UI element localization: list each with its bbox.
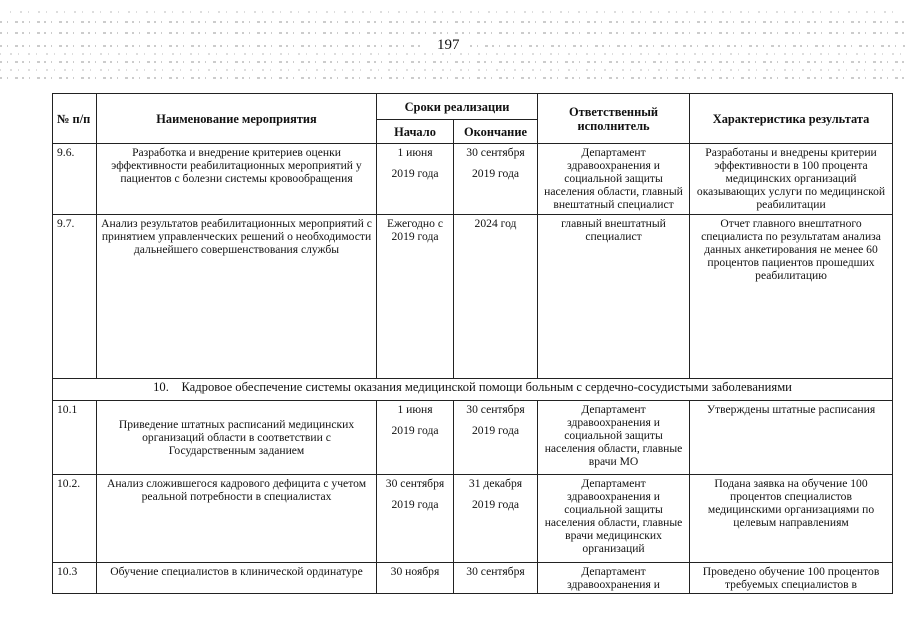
row-result: Отчет главного внештатного специалиста по результатам анализа данных анкетирования не менее 60 процентов пациентов прошедших реабилитацию — [690, 215, 893, 379]
row-responsible: Департамент здравоохранения и социальной защиты населения области, главный внештатный специалист — [538, 144, 690, 215]
row-number: 10.1 — [53, 401, 97, 475]
table-row — [53, 475, 893, 563]
start-year: 2019 года — [391, 167, 439, 180]
row-number: 9.6. — [53, 144, 97, 215]
row-result: Проведено обучение 100 процентов требуемых специалистов в — [690, 563, 893, 594]
header-number: № п/п — [53, 94, 97, 144]
end-year: 2019 года — [471, 167, 520, 180]
header-responsible: Ответственный исполнитель — [538, 94, 690, 144]
table-row — [53, 401, 893, 475]
start-day: 1 июня — [397, 403, 433, 416]
row-start — [377, 475, 454, 563]
section-title: Кадровое обеспечение системы оказания медицинской помощи больным с сердечно-сосудистыми заболеваниями — [181, 380, 792, 394]
row-end: 30 сентября — [454, 563, 538, 594]
row-result: Подана заявка на обучение 100 процентов специалистов медицинскими организациями по целевым направлениям — [690, 475, 893, 563]
row-activity: Приведение штатных расписаний медицинских организаций области в соответствии с Государственным заданием — [97, 401, 377, 475]
row-end — [454, 475, 538, 563]
section-heading-row — [53, 379, 893, 401]
header-result: Характеристика результата — [690, 94, 893, 144]
header-start: Начало — [377, 120, 454, 144]
page-number: 197 — [437, 37, 460, 53]
row-responsible: главный внештатный специалист — [538, 215, 690, 379]
start-year: 2019 года — [391, 424, 439, 437]
row-end — [454, 401, 538, 475]
row-result: Утверждены штатные расписания — [690, 401, 893, 475]
row-activity: Обучение специалистов в клинической ординатуре — [97, 563, 377, 594]
table-row — [53, 144, 893, 215]
section-number: 10. — [153, 380, 169, 394]
row-number: 9.7. — [53, 215, 97, 379]
start-day: 30 сентября — [385, 477, 445, 490]
header-period: Сроки реализации — [377, 94, 538, 120]
row-end — [454, 144, 538, 215]
row-responsible: Департамент здравоохранения и социальной защиты населения области, главные врачи МО — [538, 401, 690, 475]
row-activity: Анализ результатов реабилитационных мероприятий с принятием управленческих решений о необходимости дальнейшего совершенствования службы — [97, 215, 377, 379]
table-row — [53, 563, 893, 594]
row-activity: Разработка и внедрение критериев оценки эффективности реабилитационных мероприятий у пациентов с болезни системы кровообращения — [97, 144, 377, 215]
row-result: Разработаны и внедрены критерии эффективности в 100 процента медицинских организаций оказывающих услуги по медицинской реабилитации — [690, 144, 893, 215]
row-start — [377, 401, 454, 475]
row-responsible: Департамент здравоохранения и — [538, 563, 690, 594]
table-row — [53, 215, 893, 379]
header-activity-name: Наименование мероприятия — [97, 94, 377, 144]
end-year: 2019 года — [471, 498, 520, 511]
row-activity: Анализ сложившегося кадрового дефицита с учетом реальной потребности в специалистах — [97, 475, 377, 563]
action-plan-table — [52, 93, 893, 594]
row-responsible: Департамент здравоохранения и социальной защиты населения области, главные врачи медицинских организаций — [538, 475, 690, 563]
row-end: 2024 год — [454, 215, 538, 379]
end-day: 30 сентября — [466, 403, 525, 416]
end-day: 30 сентября — [466, 146, 525, 159]
row-number: 10.2. — [53, 475, 97, 563]
start-day: 1 июня — [397, 146, 433, 159]
row-start: 30 ноября — [377, 563, 454, 594]
row-start — [377, 144, 454, 215]
start-year: 2019 года — [391, 498, 439, 511]
section-heading — [53, 379, 893, 401]
header-end: Окончание — [454, 120, 538, 144]
end-year: 2019 года — [471, 424, 520, 437]
row-number: 10.3 — [53, 563, 97, 594]
row-start: Ежегодно с 2019 года — [377, 215, 454, 379]
end-day: 31 декабря — [468, 477, 523, 490]
